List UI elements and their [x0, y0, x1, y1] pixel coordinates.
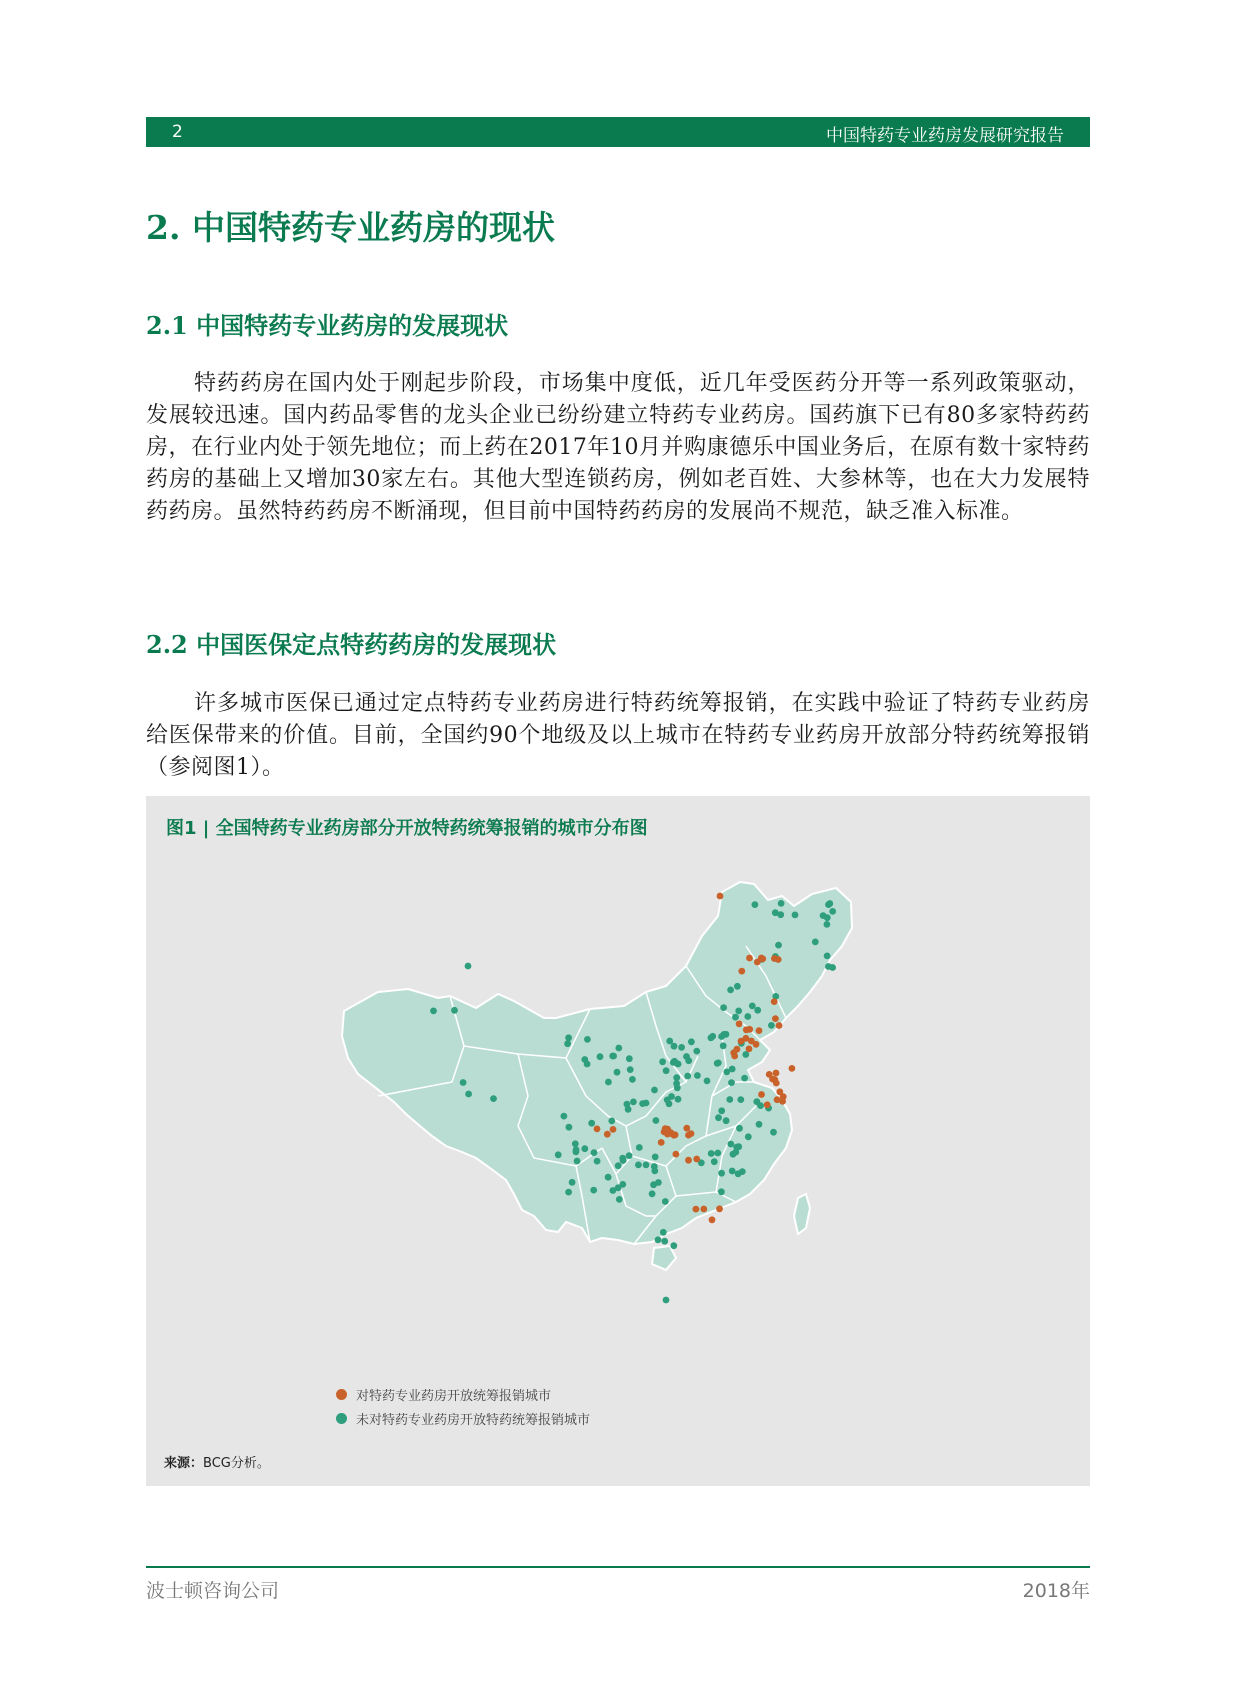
subsection-title-2-2: 2.2 中国医保定点特药药房的发展现状: [146, 630, 557, 659]
city-dot-open: [688, 1130, 695, 1137]
paragraph-2-2: 许多城市医保已通过定点特药专业药房进行特药统筹报销，在实践中验证了特药专业药房给医保带来的价值。目前，全国约90个地级及以上城市在特药专业药房开放部分特药统筹报销（参阅图1）。: [146, 691, 1090, 780]
city-dot-open: [673, 1151, 680, 1158]
city-dot-open: [772, 1015, 779, 1022]
city-dot-open: [746, 955, 753, 962]
city-dot-not-open: [581, 1056, 588, 1063]
city-dot-not-open: [756, 1121, 763, 1128]
city-dot-not-open: [490, 1095, 497, 1102]
city-dot-not-open: [671, 1043, 678, 1050]
city-dot-open: [658, 1139, 665, 1146]
city-dot-not-open: [714, 1150, 721, 1157]
city-dot-not-open: [753, 1098, 760, 1105]
city-dot-not-open: [688, 1038, 695, 1045]
city-dot-not-open: [754, 1007, 761, 1014]
city-dot-not-open: [744, 1013, 751, 1020]
city-dot: [663, 1297, 670, 1304]
city-dot-open: [683, 1125, 690, 1132]
city-dot-not-open: [752, 901, 759, 908]
city-dot-not-open: [573, 1146, 580, 1153]
city-dot-not-open: [749, 1003, 756, 1010]
city-dot-open: [667, 1129, 674, 1136]
legend-item-not-open: [336, 1406, 590, 1430]
city-dot-not-open: [739, 1168, 746, 1175]
city-dot-not-open: [639, 1100, 646, 1107]
city-dot-open: [731, 1053, 738, 1060]
header-bar: [146, 117, 1090, 147]
city-dot-open: [776, 1022, 783, 1029]
city-dot-open: [746, 1026, 753, 1033]
city-dot-open: [693, 1206, 700, 1213]
city-dot-open: [604, 1131, 611, 1138]
city-dot-open: [693, 1156, 700, 1163]
city-dot-not-open: [594, 1158, 601, 1165]
city-dot-open: [685, 1157, 692, 1164]
city-dot-not-open: [460, 1079, 467, 1086]
city-dot-not-open: [666, 1038, 673, 1045]
city-dot: [717, 893, 724, 900]
city-dot-not-open: [451, 1007, 458, 1014]
city-dot-not-open: [778, 900, 785, 907]
city-dot-not-open: [629, 1076, 636, 1083]
city-dot-not-open: [626, 1152, 633, 1159]
city-dot-not-open: [615, 1045, 622, 1052]
city-dot-not-open: [729, 1168, 736, 1175]
city-dot-not-open: [812, 939, 819, 946]
city-dot-not-open: [662, 1198, 669, 1205]
city-dot-open: [775, 956, 782, 963]
taiwan-island: [794, 1194, 810, 1234]
city-dot-not-open: [770, 1129, 777, 1136]
city-dot-not-open: [651, 1087, 658, 1094]
city-dot-not-open: [792, 912, 799, 919]
city-dot-open: [773, 1080, 780, 1087]
city-dot-not-open: [588, 1120, 595, 1127]
city-dot-not-open: [561, 1113, 568, 1120]
city-dot-not-open: [734, 983, 741, 990]
source-text: BCG分析。: [203, 1456, 270, 1471]
footer-year: 2018年: [1022, 1580, 1090, 1602]
map-legend: [336, 1382, 590, 1430]
paragraph-2-1: 特药药房在国内处于刚起步阶段，市场集中度低，近几年受医药分开等一系列政策驱动，发展较迅速。国内药品零售的龙头企业已纷纷建立特药专业药房。国药旗下已有80多家特药药房，在行业内处于领先地位；而上药在2017年10月并购康德乐中国业务后，在原有数十家特药药房的基础上又增加30家左右。其他大型连锁药房，例如老百姓、大参林等，也在大力发展特药药房。虽然特药药房不断涌现，但目前中国特药药房的发展尚不规范，缺乏准入标准。: [146, 371, 1090, 524]
city-dot-not-open: [624, 1101, 631, 1108]
city-dot-not-open: [663, 1067, 670, 1074]
city-dot-not-open: [566, 1124, 573, 1131]
city-dot-not-open: [711, 1158, 718, 1165]
city-dot-not-open: [674, 1084, 681, 1091]
city-dot-open: [779, 1098, 786, 1105]
city-dot-not-open: [736, 1125, 743, 1132]
city-dot-not-open: [565, 1034, 572, 1041]
city-dot-not-open: [824, 914, 831, 921]
city-dot-not-open: [655, 1179, 662, 1186]
city-dot-open: [594, 1126, 601, 1133]
city-dot-not-open: [465, 1091, 472, 1098]
legend-item-open: [336, 1382, 590, 1406]
city-dot-open: [709, 1216, 716, 1223]
section-title: 2. 中国特药专业药房的现状: [146, 208, 555, 247]
city-dot-not-open: [652, 1154, 659, 1161]
city-dot-not-open: [718, 1188, 725, 1195]
city-dot-not-open: [555, 1151, 562, 1158]
city-dot-not-open: [824, 921, 831, 928]
city-dot-open: [756, 1027, 763, 1034]
orange-dot-icon: [336, 1389, 347, 1400]
city-dot-not-open: [670, 1242, 677, 1249]
city-dot-not-open: [616, 1196, 623, 1203]
city-dot-not-open: [727, 987, 734, 994]
legend-label-not-open: 未对特药专业药房开放特药统筹报销城市: [356, 1412, 591, 1428]
city-dot-not-open: [614, 1069, 621, 1076]
city-dot-open: [734, 1046, 741, 1053]
city-dot-open: [758, 1091, 765, 1098]
city-dot-not-open: [675, 1061, 682, 1068]
city-dot-open: [753, 1041, 760, 1048]
city-dot-not-open: [651, 1168, 658, 1175]
city-dot-not-open: [708, 1150, 715, 1157]
city-dot-not-open: [643, 1162, 650, 1169]
city-dot-not-open: [675, 1096, 682, 1103]
legend-label-open: 对特药专业药房开放统筹报销城市: [356, 1388, 552, 1404]
city-dot-not-open: [723, 1117, 730, 1124]
city-dot-not-open: [718, 1170, 725, 1177]
china-map: [146, 796, 1090, 1486]
city-dot-not-open: [636, 1144, 643, 1151]
figure-title: 图1 | 全国特药专业药房部分开放特药统筹报销的城市分布图: [166, 818, 648, 839]
city-dot: [465, 963, 472, 970]
city-dot-not-open: [661, 1238, 668, 1245]
city-dot-not-open: [630, 1099, 637, 1106]
city-dot-not-open: [829, 964, 836, 971]
city-dot-not-open: [574, 1158, 581, 1165]
city-dot-not-open: [653, 1117, 660, 1124]
city-dot-not-open: [615, 1162, 622, 1169]
city-dot-not-open: [664, 1097, 671, 1104]
city-dot-not-open: [772, 909, 779, 916]
city-dot-not-open: [741, 1075, 748, 1082]
city-dot-not-open: [735, 1008, 742, 1015]
footer-company: 波士顿咨询公司: [146, 1580, 280, 1602]
city-dot-open: [716, 1205, 723, 1212]
city-dot-not-open: [693, 1048, 700, 1055]
city-dot-not-open: [709, 1033, 716, 1040]
city-dot-open: [736, 1020, 743, 1027]
city-dot-not-open: [678, 1044, 685, 1051]
city-dot-not-open: [635, 1162, 642, 1169]
source-label: 来源：: [164, 1456, 204, 1471]
city-dot-open: [754, 959, 761, 966]
city-dot-not-open: [565, 1189, 572, 1196]
city-dot-not-open: [775, 942, 782, 949]
city-dot-not-open: [732, 1149, 739, 1156]
city-dot-open: [789, 1065, 796, 1072]
city-dot-not-open: [728, 1079, 735, 1086]
city-dot-not-open: [673, 1074, 680, 1081]
city-dot-not-open: [694, 1072, 701, 1079]
hainan-island: [652, 1246, 676, 1270]
city-dot-open: [771, 998, 778, 1005]
figure-source: [164, 1452, 270, 1471]
city-dot-not-open: [626, 1055, 633, 1062]
city-dot-not-open: [684, 1073, 691, 1080]
city-dot-not-open: [569, 1179, 576, 1186]
city-dot-not-open: [609, 1053, 616, 1060]
city-dot-not-open: [704, 1078, 711, 1085]
city-dot-not-open: [721, 1031, 728, 1038]
city-dot-not-open: [660, 1229, 667, 1236]
report-title: 中国特药专业药房发展研究报告: [826, 126, 1064, 146]
city-dot-not-open: [659, 1058, 666, 1065]
city-dot-not-open: [683, 1053, 690, 1060]
city-dot-not-open: [824, 953, 831, 960]
city-dot-not-open: [605, 1174, 612, 1181]
city-dot-not-open: [591, 1149, 598, 1156]
city-dot-not-open: [605, 1079, 612, 1086]
city-dot-not-open: [584, 1036, 591, 1043]
city-dot-not-open: [655, 1236, 662, 1243]
footer-divider: [146, 1566, 1090, 1568]
city-dot-not-open: [745, 1133, 752, 1140]
city-dot-open: [610, 1126, 617, 1133]
figure-panel: [146, 796, 1090, 1486]
city-dot-not-open: [430, 1008, 437, 1015]
subsection-title-2-1: 2.1 中国特药专业药房的发展现状: [146, 311, 509, 340]
city-dot-open: [746, 1046, 753, 1053]
city-dot-open: [773, 1070, 780, 1077]
city-dot-not-open: [829, 908, 836, 915]
page-number: 2: [172, 122, 183, 142]
city-dot-not-open: [615, 1184, 622, 1191]
city-dot-not-open: [649, 1190, 656, 1197]
city-dot-not-open: [726, 1096, 733, 1103]
city-dot-not-open: [572, 1140, 579, 1147]
city-dot-not-open: [732, 1014, 739, 1021]
city-dot-not-open: [619, 1155, 626, 1162]
city-dot-not-open: [768, 1022, 775, 1029]
city-dot-open: [766, 1071, 773, 1078]
city-dot-not-open: [737, 1096, 744, 1103]
green-dot-icon: [336, 1413, 347, 1424]
city-dot-not-open: [720, 1004, 727, 1011]
city-dot-not-open: [597, 1053, 604, 1060]
city-dot-not-open: [720, 1042, 727, 1049]
city-dot-not-open: [608, 1118, 615, 1125]
city-dot-not-open: [564, 1040, 571, 1047]
city-dot-not-open: [627, 1066, 634, 1073]
city-dot-not-open: [590, 1187, 597, 1194]
city-dot-not-open: [718, 1107, 725, 1114]
city-dot-not-open: [715, 1060, 722, 1067]
city-dot-not-open: [825, 901, 832, 908]
city-dot-not-open: [729, 1066, 736, 1073]
city-dot-not-open: [581, 1145, 588, 1152]
city-dot-open: [700, 1206, 707, 1213]
city-dot-open: [764, 1101, 771, 1108]
city-dot-not-open: [715, 1114, 722, 1121]
city-dot-open: [738, 968, 745, 975]
city-dot-not-open: [727, 1141, 734, 1148]
